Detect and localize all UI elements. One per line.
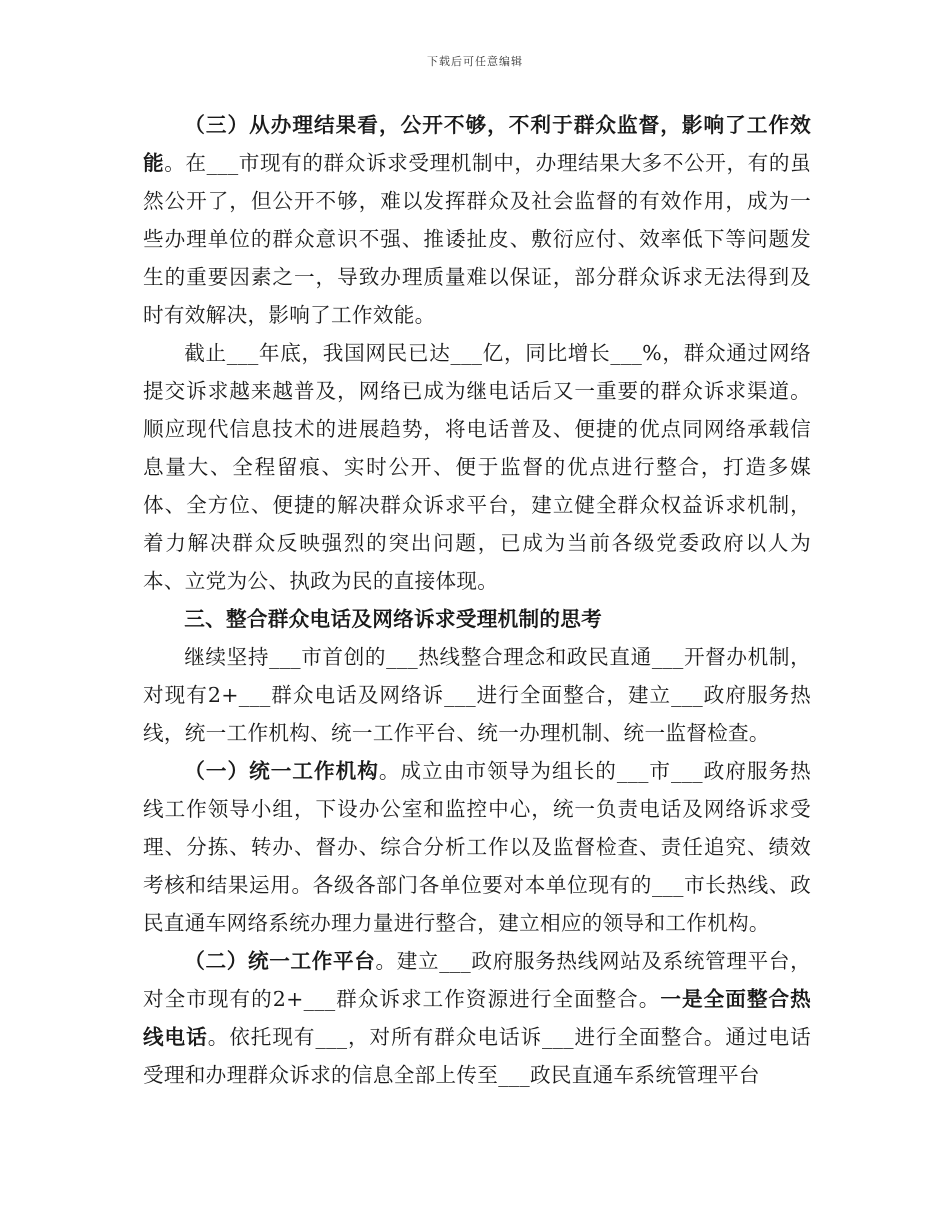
section-heading [143, 600, 811, 638]
paragraph-lead-bold: （一）统一工作机构 [184, 759, 379, 783]
paragraph-unified-organization [143, 752, 811, 942]
paragraph-integration [143, 638, 811, 752]
paragraph-text: 继续坚持___市首创的___热线整合理念和政民直通___开督办机制，对现有2+___群众电话及网络诉___进行全面整合，建立___政府服务热线，统一工作机构、统一工作平台、统一办理机制、统一监督检查。 [143, 645, 811, 745]
paragraph-lead-bold: （三）从办理结果看，公开不够，不利于群众监督，影响了工作效能 [143, 113, 811, 175]
document-body [143, 106, 811, 1094]
paragraph-result-disclosure [143, 106, 811, 334]
paragraph-lead-bold: （二）统一工作平台 [184, 949, 376, 973]
paragraph-text: 。依托现有___，对所有群众电话诉___进行全面整合。通过电话受理和办理群众诉求的信息全部上传至___政民直通车系统管理平台 [143, 1025, 811, 1087]
paragraph-inline-bold: 一是全面整合热线电话 [143, 987, 811, 1049]
paragraph-text: 。成立由市领导为组长的___市___政府服务热线工作领导小组，下设办公室和监控中心，统一负责电话及网络诉求受理、分拣、转办、督办、综合分析工作以及监督检查、责任追究、绩效考核和结果运用。各级各部门各单位要对本单位现有的___市长热线、政民直通车网络系统办理力量进行整合，建立相应的领导和工作机构。 [143, 759, 812, 935]
paragraph-unified-platform [143, 942, 811, 1094]
paragraph-netizens [143, 334, 811, 600]
paragraph-text: 。在___市现有的群众诉求受理机制中，办理结果大多不公开，有的虽然公开了，但公开不够，难以发挥群众及社会监督的有效作用，成为一些办理单位的群众意识不强、推诿扯皮、敷衍应付、效率低下等问题发生的重要因素之一，导致办理质量难以保证，部分群众诉求无法得到及时有效解决，影响了工作效能。 [143, 151, 811, 327]
page-header: 下载后可任意编辑 [427, 55, 523, 68]
section-heading-text: 三、整合群众电话及网络诉求受理机制的思考 [184, 607, 603, 631]
paragraph-text: 截止___年底，我国网民已达___亿，同比增长___%，群众通过网络提交诉求越来越普及，网络已成为继电话后又一重要的群众诉求渠道。顺应现代信息技术的进展趋势，将电话普及、便捷的优点同网络承载信息量大、全程留痕、实时公开、便于监督的优点进行整合，打造多媒体、全方位、便捷的解决群众诉求平台，建立健全群众权益诉求机制，着力解决群众反映强烈的突出问题，已成为当前各级党委政府以人为本、立党为公、执政为民的直接体现。 [143, 341, 811, 593]
paragraph-text: 。建立___政府服务热线网站及系统管理平台，对全市现有的2+___群众诉求工作资源进行全面整合。 [143, 949, 811, 1011]
